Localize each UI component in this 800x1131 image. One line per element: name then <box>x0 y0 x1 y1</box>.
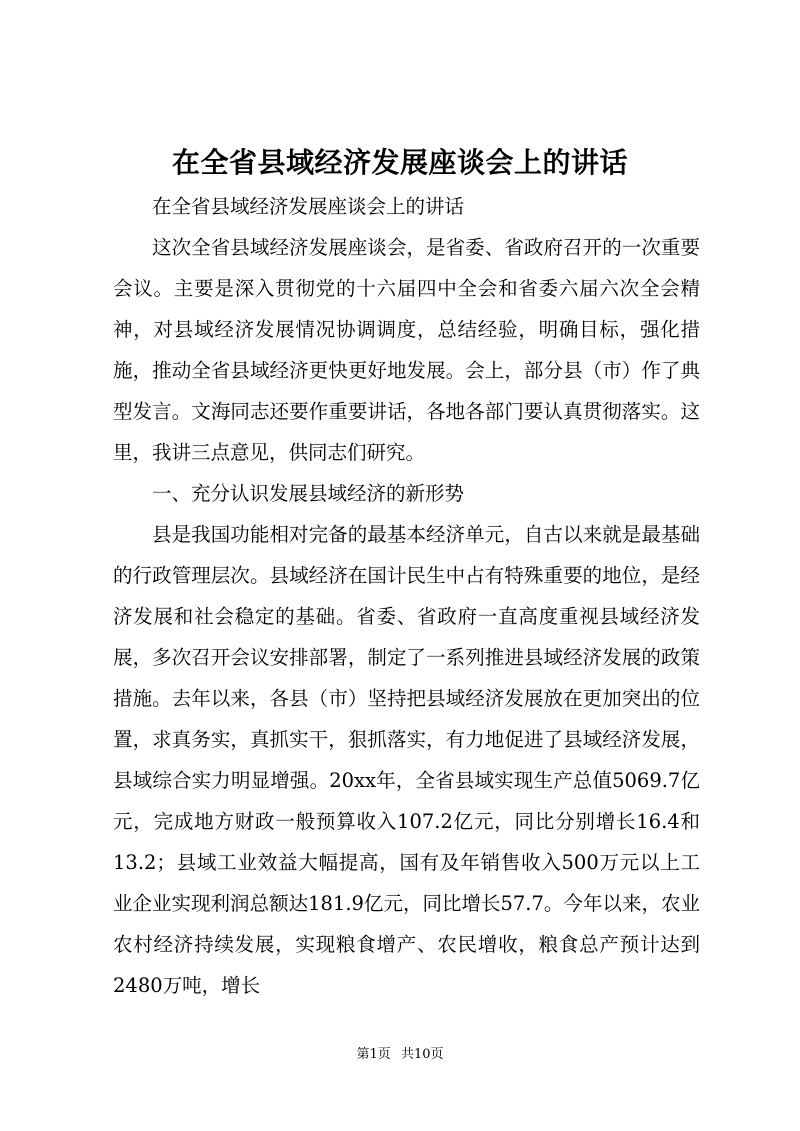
document-body <box>113 186 700 1006</box>
section-heading-1: 一、充分认识发展县域经济的新形势 <box>152 482 465 505</box>
page-total: 共10页 <box>400 1047 444 1062</box>
paragraph-subtitle: 在全省县域经济发展座谈会上的讲话 <box>152 195 465 218</box>
paragraph-section-1: 县是我国功能相对完备的最基本经济单元，自古以来就是最基础的行政管理层次。县域经济在国计民生中占有特殊重要的地位，是经济发展和社会稳定的基础。省委、省政府一直高度重视县域经济发展，多次召开会议安排部署，制定了一系列推进县域经济发展的政策措施。去年以来，各县（市）坚持把县域经济发展放在更加突出的位置，求真务实，真抓实干，狠抓落实，有力地促进了县域经济发展，县域综合实力明显增强。20xx年，全省县域实现生产总值5069.7亿元，完成地方财政一般预算收入107.2亿元，同比分别增长16.4和13.2；县域工业效益大幅提高，国有及年销售收入500万元以上工业企业实现利润总额达181.9亿元，同比增长57.7。今年以来，农业农村经济持续发展，实现粮食增产、农民增收，粮食总产预计达到2480万吨，增长 <box>113 523 700 997</box>
document-title: 在全省县域经济发展座谈会上的讲话 <box>171 146 628 179</box>
page-footer <box>0 1045 800 1065</box>
page-number: 第1页 <box>356 1047 391 1062</box>
paragraph-intro: 这次全省县域经济发展座谈会，是省委、省政府召开的一次重要会议。主要是深入贯彻党的十六届四中全会和省委六届六次全会精神，对县域经济发展情况协调调度，总结经验，明确目标，强化措施，推动全省县域经济更快更好地发展。会上，部分县（市）作了典型发言。文海同志还要作重要讲话，各地各部门要认真贯彻落实。这里，我讲三点意见，供同志们研究。 <box>113 236 700 464</box>
